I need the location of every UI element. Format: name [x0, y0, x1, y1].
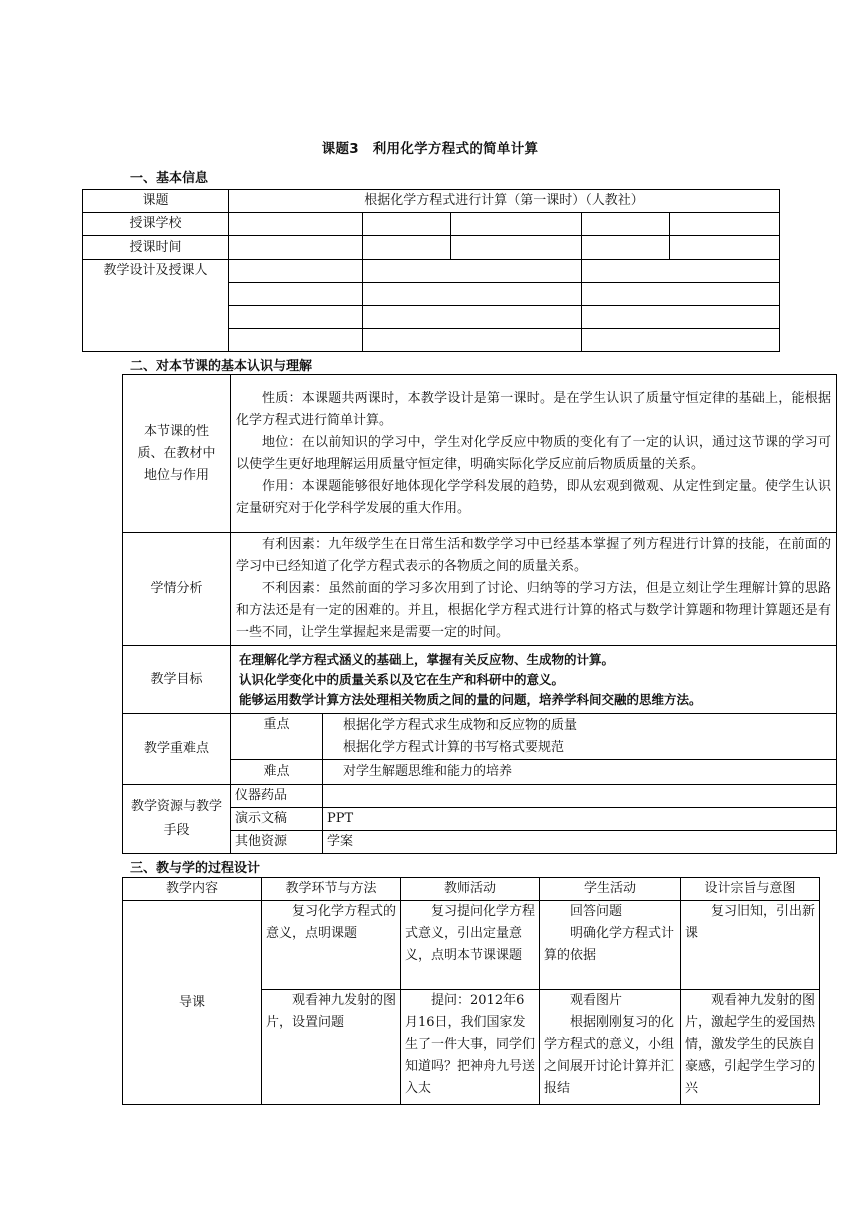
column-header: 学生活动 [540, 878, 681, 901]
column-header: 设计宗旨与意图 [681, 878, 820, 901]
section1-heading: 一、基本信息 [130, 171, 209, 186]
basic-info-table [82, 189, 780, 352]
student-cell: 观看图片 [570, 993, 623, 1008]
student-cell: 明确化学方程式计算的依据 [544, 926, 675, 963]
method-cell: 复习化学方程式的意义，点明课题 [266, 904, 397, 941]
column-header: 教师活动 [401, 878, 540, 901]
resource-label-item: 演示文稿 [231, 808, 323, 831]
unfavorable-para: 不利因素：虽然前面的学习多次用到了讨论、归纳等的学习方法，但是立刻让学生理解计算的思路和方法还是有一定的困难的。并且，根据化学方程式进行计算的格式与数学计算题和物理计算题还是有一些不同，让学生掌握起来是需要一定的时间。 [236, 581, 832, 640]
resource-value [323, 785, 837, 808]
resource-label-item: 其他资源 [231, 831, 323, 854]
student-cell: 根据刚刚复习的化学方程式的意义，小组之间展开讨论计算并汇报结 [544, 1015, 675, 1096]
teacher-cell: 提问：2012年6月16日，我们国家发生了一件大事，同学们知道吗？把神舟九号送入太 [405, 993, 535, 1096]
position-para: 地位：在以前知识的学习中，学生对化学反应中物质的变化有了一定的认识，通过这节课的学习可以使学生更好地理解运用质量守恒定律，明确实际化学反应前后物质质量的关系。 [236, 434, 832, 472]
key-label: 教学重难点 [123, 714, 231, 785]
content-label: 导课 [123, 901, 262, 1105]
column-header: 教学环节与方法 [262, 878, 401, 901]
time-label: 授课时间 [83, 236, 229, 260]
section2-heading: 二、对本节课的基本认识与理解 [130, 359, 313, 374]
course-label: 课题 [83, 190, 229, 213]
document-title: 课题3 利用化学方程式的简单计算 [321, 141, 539, 157]
nature-para: 性质：本课题共两课时，本教学设计是第一课时。是在学生认识了质量守恒定律的基础上，能根据化学方程式进行简单计算。 [236, 390, 832, 428]
student-cell: 回答问题 [570, 904, 623, 919]
process-table [122, 877, 820, 1105]
section3-heading: 三、教与学的过程设计 [130, 861, 261, 876]
goal-item: 认识化学变化中的质量关系以及它在生产和科研中的意义。 [239, 671, 565, 687]
difficult-label: 难点 [231, 760, 323, 785]
key-point: 根据化学方程式计算的书写格式要规范 [343, 739, 565, 755]
course-value: 根据化学方程式进行计算（第一课时）（人教社） [229, 190, 780, 213]
goal-item: 在理解化学方程式涵义的基础上，掌握有关反应物、生成物的计算。 [239, 651, 615, 667]
intent-cell: 观看神九发射的图片，激起学生的爱国热情，激发学生的民族自豪感，引起学生学习的兴 [685, 993, 815, 1096]
intent-cell: 复习旧知，引出新课 [685, 904, 816, 941]
understanding-table [122, 374, 837, 854]
resource-label-item: 仪器药品 [231, 785, 323, 808]
school-label: 授课学校 [83, 213, 229, 236]
role-para: 作用：本课题能够很好地体现化学学科发展的趋势，即从宏观到微观、从定性到定量。使学生认识定量研究对于化学科学发展的重大作用。 [236, 478, 832, 516]
teacher-cell: 复习提问化学方程式意义，引出定量意义，点明本节课课题 [405, 904, 536, 963]
resource-value: PPT [323, 808, 837, 831]
method-cell: 观看神九发射的图片，设置问题 [266, 993, 397, 1030]
resource-label: 教学资源与教学手段 [123, 785, 231, 854]
designer-label: 教学设计及授课人 [83, 260, 229, 352]
favorable-para: 有利因素：九年级学生在日常生活和数学学习中已经基本掌握了列方程进行计算的技能，在前面的学习中已经知道了化学方程式表示的各物质之间的质量关系。 [236, 537, 832, 574]
analysis-label: 学情分析 [123, 533, 231, 646]
column-header: 教学内容 [123, 878, 262, 901]
goal-item: 能够运用数学计算方法处理相关物质之间的量的问题，培养学科间交融的思维方法。 [239, 691, 702, 707]
difficult-point: 对学生解题思维和能力的培养 [323, 760, 837, 785]
key-point: 根据化学方程式求生成物和反应物的质量 [343, 717, 578, 733]
resource-value: 学案 [323, 831, 837, 854]
nature-label: 本节课的性质、在教材中地位与作用 [123, 375, 231, 533]
key-point-label: 重点 [231, 714, 323, 760]
goals-label: 教学目标 [123, 646, 231, 714]
